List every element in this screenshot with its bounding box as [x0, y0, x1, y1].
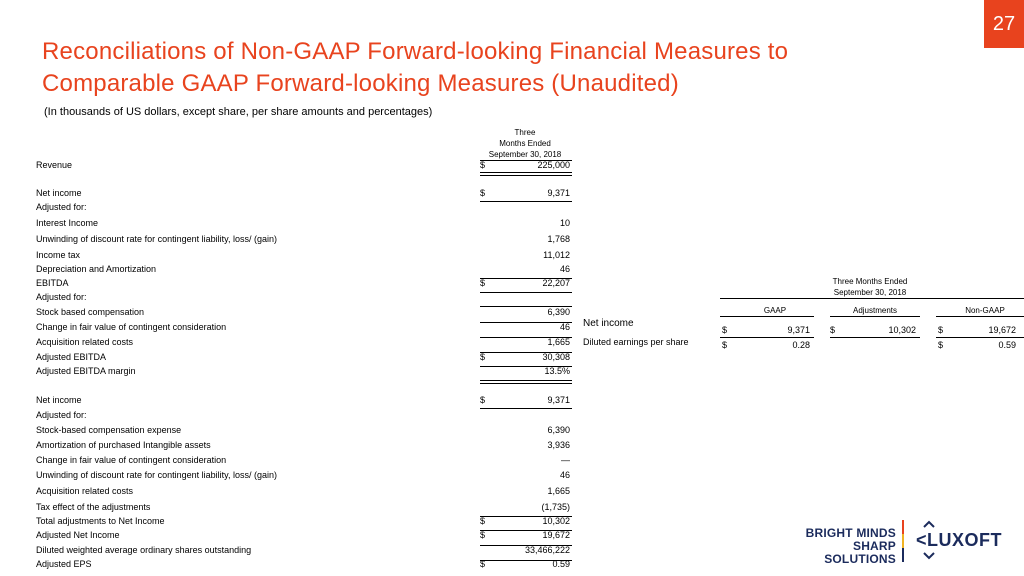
units-subtitle: (In thousands of US dollars, except share, per share amounts and percentages) — [44, 106, 433, 118]
rule — [720, 316, 814, 317]
dollar-sign: $ — [938, 325, 944, 335]
row-label: Net income — [36, 395, 82, 405]
rule — [480, 292, 572, 293]
table-row — [36, 307, 576, 321]
row-value: 46 — [559, 322, 570, 332]
row-label: Amortization of purchased Intangible assets — [36, 440, 211, 450]
left-header-line-3: September 30, 2018 — [488, 150, 562, 159]
row-value: 1,665 — [547, 486, 570, 496]
table-row — [36, 425, 576, 439]
row-value: 46 — [559, 470, 570, 480]
row-label: Revenue — [36, 160, 73, 170]
dollar-sign: $ — [480, 352, 486, 362]
table-row — [36, 440, 576, 454]
row-value: 10 — [559, 218, 570, 228]
rule — [480, 530, 572, 531]
rule — [480, 201, 572, 202]
row-label: Net income — [36, 188, 82, 198]
table-row — [36, 234, 576, 248]
row-label: Adjusted for: — [36, 202, 87, 212]
right-cell-adjustments: 10,302 — [888, 325, 916, 335]
luxoft-logo — [784, 520, 1004, 566]
brand-name: <LUXOFT — [916, 530, 1003, 550]
dollar-sign: $ — [480, 559, 486, 569]
row-value: 10,302 — [542, 516, 570, 526]
row-value: 225,000 — [537, 160, 570, 170]
row-value: — — [561, 455, 570, 465]
row-label: Acquisition related costs — [36, 337, 134, 347]
tagline: BRIGHT MINDS SHARP SOLUTIONS — [805, 526, 896, 566]
dollar-sign: $ — [480, 278, 486, 288]
row-label: Interest Income — [36, 218, 99, 228]
page-title — [42, 36, 942, 100]
table-row — [36, 278, 576, 292]
row-value: 1,665 — [547, 337, 570, 347]
rule — [480, 366, 572, 367]
chevron-up-icon — [922, 520, 936, 528]
col-non-gaap: Non-GAAP — [965, 306, 1005, 315]
row-label: Adjusted EBITDA margin — [36, 366, 136, 376]
rule — [480, 516, 572, 517]
right-row-label: Net income — [583, 318, 634, 329]
title-line-1: Reconciliations of Non-GAAP Forward-looking Financial Measures to — [42, 38, 789, 65]
table-row — [36, 470, 576, 484]
row-value: 9,371 — [547, 395, 570, 405]
row-value: 22,207 — [542, 278, 570, 288]
row-value: (1,735) — [541, 502, 570, 512]
row-label: Stock based compensation — [36, 307, 145, 317]
table-row — [36, 410, 576, 424]
row-value: 19,672 — [542, 530, 570, 540]
row-value: 46 — [559, 264, 570, 274]
table-row — [36, 366, 576, 380]
dollar-sign: $ — [480, 160, 486, 170]
table-row — [36, 292, 576, 306]
dollar-sign: $ — [830, 325, 836, 335]
page-number: 27 — [984, 0, 1024, 48]
left-header-line-1: Three — [514, 128, 536, 137]
row-label: Change in fair value of contingent consideration — [36, 322, 227, 332]
table-row — [36, 502, 576, 516]
row-value: 1,768 — [547, 234, 570, 244]
rule — [480, 560, 572, 561]
title-line-2: Comparable GAAP Forward-looking Measures (Unaudited) — [42, 70, 679, 97]
row-label: Adjusted for: — [36, 410, 87, 420]
rule — [480, 352, 572, 353]
rule — [480, 322, 572, 323]
table-row — [36, 337, 576, 351]
right-cell-non-gaap: 0.59 — [998, 340, 1016, 350]
rule — [720, 337, 814, 338]
table-row — [36, 516, 576, 530]
table-row — [36, 188, 576, 202]
chevron-down-icon — [922, 552, 936, 560]
row-value: 11,012 — [543, 250, 570, 260]
table-row — [36, 559, 576, 573]
row-label: Income tax — [36, 250, 81, 260]
table-row — [36, 218, 576, 232]
table-row — [36, 322, 576, 336]
col-gaap: GAAP — [763, 306, 787, 315]
table-row — [36, 395, 576, 409]
rule — [480, 380, 572, 384]
right-cell-gaap: 9,371 — [787, 325, 810, 335]
row-label: Change in fair value of contingent consideration — [36, 455, 227, 465]
row-label: Stock-based compensation expense — [36, 425, 182, 435]
row-value: 30,308 — [542, 352, 570, 362]
left-header-line-2: Months Ended — [499, 139, 551, 148]
row-label: Unwinding of discount rate for contingent liability, loss/ (gain) — [36, 470, 277, 480]
row-label: EBITDA — [36, 278, 69, 288]
rule — [936, 316, 1024, 317]
row-value: 9,371 — [547, 188, 570, 198]
row-label: Depreciation and Amortization — [36, 264, 157, 274]
row-label: Adjusted EPS — [36, 559, 92, 569]
table-row — [36, 352, 576, 366]
brand-stripe-icon — [900, 520, 916, 562]
row-value: 6,390 — [547, 307, 570, 317]
dollar-sign: $ — [722, 325, 728, 335]
dollar-sign: $ — [480, 530, 486, 540]
dollar-sign: $ — [480, 188, 486, 198]
row-label: Adjusted Net Income — [36, 530, 120, 540]
row-label: Tax effect of the adjustments — [36, 502, 151, 512]
row-label: Total adjustments to Net Income — [36, 516, 165, 526]
right-header-rule — [720, 298, 1024, 299]
row-value: 3,936 — [547, 440, 570, 450]
rule — [480, 408, 572, 409]
right-header-period-1: Three Months Ended — [832, 277, 908, 286]
rule — [480, 172, 572, 176]
rule — [480, 337, 572, 338]
row-value: 33,466,222 — [524, 545, 570, 555]
col-adjustments: Adjustments — [852, 306, 898, 315]
table-row — [36, 250, 576, 264]
row-value: 13.5% — [544, 366, 570, 376]
rule — [936, 337, 1024, 338]
rule — [480, 278, 572, 279]
dollar-sign: $ — [938, 340, 944, 350]
row-label: Diluted weighted average ordinary shares outstanding — [36, 545, 252, 555]
right-cell-gaap: 0.28 — [792, 340, 810, 350]
right-cell-non-gaap: 19,672 — [988, 325, 1016, 335]
table-row — [36, 202, 576, 216]
dollar-sign: $ — [480, 516, 486, 526]
rule — [830, 316, 920, 317]
rule — [480, 306, 572, 307]
dollar-sign: $ — [722, 340, 728, 350]
row-label: Adjusted EBITDA — [36, 352, 107, 362]
table-row — [36, 264, 576, 278]
row-label: Unwinding of discount rate for contingent liability, loss/ (gain) — [36, 234, 277, 244]
table-row — [36, 486, 576, 500]
dollar-sign: $ — [480, 395, 486, 405]
row-value: 0.59 — [552, 559, 570, 569]
right-header-period-2: September 30, 2018 — [833, 288, 907, 297]
table-row — [36, 530, 576, 544]
row-label: Adjusted for: — [36, 292, 87, 302]
rule — [830, 337, 920, 338]
rule — [480, 545, 572, 546]
table-row — [36, 545, 576, 559]
row-label: Acquisition related costs — [36, 486, 134, 496]
table-row — [36, 455, 576, 469]
right-row-label: Diluted earnings per share — [583, 337, 689, 347]
row-value: 6,390 — [547, 425, 570, 435]
